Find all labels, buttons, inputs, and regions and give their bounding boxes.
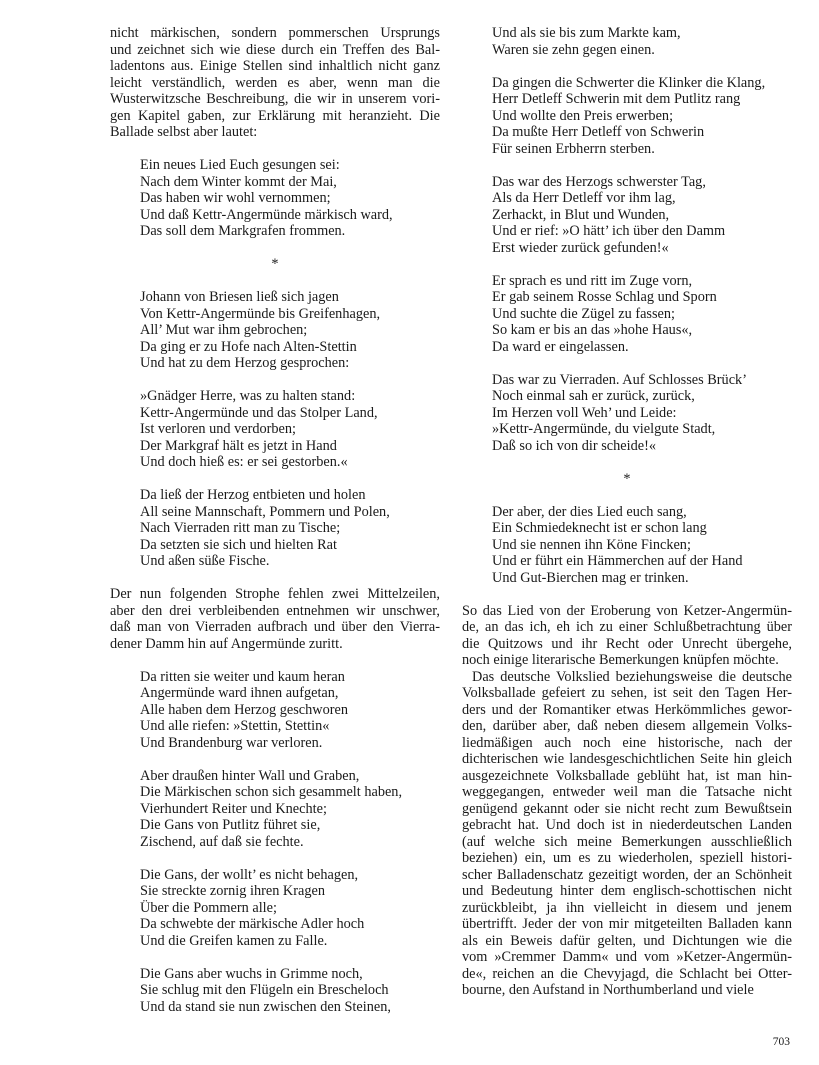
text-line: ders und der Romantiker etwas Herkömmliches gewor- [462,701,792,718]
intro-paragraph [110,25,440,141]
verse-line: Da ging er zu Hofe nach Alten-Stettin [140,338,357,355]
verse-line: Ein neues Lied Euch gesungen sei: [140,157,340,173]
section-star: * [271,256,279,272]
verse-line: Er sprach es und ritt im Zuge vorn, [492,272,693,289]
verse-line: Zischend, auf daß sie fechte. [140,833,304,850]
verse-line: Und da stand sie nun zwischen den Steinen, [140,998,391,1015]
text-line: dichterischen wie landesgeschichtlichen Seite hin gleich [462,751,792,767]
verse-line: Und hat zu dem Herzog gesprochen: [140,355,350,371]
ballad-stanza-7 [110,867,440,950]
verse-line: Herr Detleff Schwerin mit dem Putlitz rang [492,91,741,107]
conclusion-paragraph-2 [462,669,792,999]
text-line: aber den drei verbleibenden entnehmen wir unschwer, [110,602,440,619]
verse-line: Da ließ der Herzog entbieten und holen [140,487,366,503]
verse-line: Für seinen Erbherrn sterben. [492,140,655,157]
verse-line: Und er rief: »O hätt’ ich über den Damm [492,223,726,239]
ballad-stanza-10 [462,75,792,158]
verse-line: Und sie nennen ihn Köne Fincken; [492,536,691,553]
text-line: ausgezeichnete Volksballade geblüht hat, ist man hin- [462,767,792,784]
verse-line: Der aber, der dies Lied euch sang, [492,503,687,520]
ballad-stanza-1 [110,157,440,240]
verse-line: Da gingen die Schwerter die Klinker die Klang, [492,74,766,91]
verse-line: Über die Pommern alle; [140,899,277,916]
verse-line: Johann von Briesen ließ sich jagen [140,289,339,305]
text-line: übertrifft. Jeder der von mir mitgeteilten Balladen kann [462,916,792,932]
verse-line: Vierhundert Reiter und Knechte; [140,800,327,817]
text-line: gebracht hat. Und doch ist in niederdeutschen Landen [462,817,792,833]
verse-line: Und aßen süße Fische. [140,553,270,569]
verse-line: Der Markgraf hält es jetzt in Hand [140,437,337,454]
verse-line: Waren sie zehn gegen einen. [492,41,655,58]
verse-line: Da ward er eingelassen. [492,338,629,355]
text-line: leicht verständlich, werden es aber, wenn man die [110,74,440,91]
verse-line: Alle haben dem Herzog geschworen [140,701,349,718]
text-line: gen Kapitel gaben, zur Erklärung mit heranzieht. Die [110,107,440,124]
text-line: Wusterwitzsche Beschreibung, die wir in unserem vori- [110,91,440,107]
verse-line: Kettr-Angermünde und das Stolper Land, [140,404,378,421]
text-line: Volksballade gefeiert zu sehen, ist seit den Tagen Her- [462,685,792,701]
text-line: genügend gekannt oder sie nicht recht zum Bewußtsein [462,800,792,817]
verse-line: Und er führt ein Hämmerchen auf der Hand [492,553,743,569]
verse-line: Erst wieder zurück gefunden!« [492,239,669,256]
text-line: nicht märkischen, sondern pommerschen Ursprungs [110,25,440,41]
text-line: beziehen) ein, um es zu wiederholen, speziell histori- [462,850,792,866]
verse-line: Da schwebte der märkische Adler hoch [140,916,365,932]
verse-line: Aber draußen hinter Wall und Graben, [140,767,360,784]
ballad-stanza-12 [462,273,792,356]
text-line: und zeichnet sich wie diese durch ein Treffen des Bal- [110,41,440,58]
verse-line: Und Brandenburg war verloren. [140,734,323,751]
text-line: vom »Cremmer Damm« und vom »Ketzer-Angermün- [462,949,792,965]
verse-line: Die Gans, der wollt’ es nicht behagen, [140,866,359,883]
verse-line: Und doch hieß es: er sei gestorben.« [140,454,348,470]
text-line: weggegangen, entweder weil man die Tatsache nicht [462,784,792,800]
verse-line: Er gab seinem Rosse Schlag und Sporn [492,289,717,305]
text-line: die Quitzows und ihr Recht oder Unrecht übergehe, [462,635,792,652]
ballad-stanza-13 [462,372,792,455]
text-line: bourne, den Aufstand in Northumberland und viele [462,982,754,998]
verse-line: Da setzten sie sich und hielten Rat [140,536,337,553]
text-line: als ein Beweis dafür gelten, und Dichtungen wie die [462,932,792,949]
verse-line: Und Gut-Bierchen mag er trinken. [492,569,689,586]
verse-line: Zerhackt, in Blut und Wunden, [492,206,670,223]
text-line: Der nun folgenden Strophe fehlen zwei Mittelzeilen, [110,586,440,602]
verse-line: Und suchte die Zügel zu fassen; [492,305,676,322]
text-line: daß man von Vierraden aufbrach und über den Vierra- [110,619,440,635]
ballad-stanza-2 [110,289,440,372]
ballad-stanza-8 [110,966,440,1016]
verse-line: Und alle riefen: »Stettin, Stettin« [140,718,330,734]
text-line: So das Lied von der Eroberung von Ketzer-Angermün- [462,602,792,619]
verse-line: Die Gans von Putlitz führet sie, [140,817,321,833]
verse-line: Noch einmal sah er zurück, zurück, [492,388,695,404]
verse-line: Nach dem Winter kommt der Mai, [140,173,337,190]
verse-line: Und wollte den Preis erwerben; [492,107,674,124]
verse-line: Und daß Kettr-Angermünde märkisch ward, [140,206,393,223]
text-line: de«, reichen an die Chevyjagd, die Schlacht bei Otter- [462,965,792,982]
text-line: Ballade selbst aber lautet: [110,124,258,140]
text-line: Das deutsche Volkslied beziehungsweise die deutsche [472,668,792,685]
verse-line: »Kettr-Angermünde, du vielgute Stadt, [492,421,716,437]
verse-line: Da ritten sie weiter und kaum heran [140,668,345,685]
verse-line: »Gnädger Herre, was zu halten stand: [140,388,356,404]
ballad-stanza-9 [462,25,792,58]
verse-line: Daß so ich von dir scheide!« [492,437,656,454]
verse-line: So kam er bis an das »hohe Haus«, [492,322,693,338]
verse-line: Angermünde ward ihnen aufgetan, [140,685,339,701]
verse-line: Ist verloren und verdorben; [140,421,297,437]
text-line: liedmäßigen auch noch eine historische, nach der [462,734,792,751]
verse-line: Und als sie bis zum Markte kam, [492,25,681,41]
verse-line: Das haben wir wohl vernommen; [140,190,331,206]
verse-line: Als da Herr Detleff vor ihm lag, [492,190,676,206]
verse-line: Sie schlug mit den Flügeln ein Brescheloch [140,982,389,998]
ballad-stanza-14 [462,504,792,587]
ballad-stanza-3 [110,388,440,471]
verse-line: Da mußte Herr Detleff von Schwerin [492,124,705,140]
text-line: und Bedeutung hinter dem englisch-schottischen nicht [462,883,792,899]
verse-line: Die Gans aber wuchs in Grimme noch, [140,965,363,982]
text-line: ladentons aus. Einige Stellen sind inhaltlich nicht ganz [110,58,440,74]
page-number: 703 [772,1036,790,1048]
verse-line: Im Herzen voll Weh’ und Leide: [492,404,677,421]
ballad-stanza-11 [462,174,792,257]
ballad-stanza-4 [110,487,440,570]
text-line: de, an das ich, eh ich zu einer Schlußbetrachtung über [462,619,792,635]
text-line: zurückbleibt, ja ihn vielleicht in diesem und jenem [462,899,792,916]
ballad-stanza-5 [110,669,440,752]
verse-line: Das soll dem Markgrafen frommen. [140,223,346,239]
verse-line: Ein Schmiedeknecht ist er schon lang [492,520,707,536]
section-star: * [623,470,631,487]
text-line: (auf welche sich meine Bemerkungen ausschließlich [462,833,792,850]
verse-line: All’ Mut war ihm gebrochen; [140,322,308,338]
left-column [110,25,440,1032]
ballad-stanza-6 [110,768,440,851]
verse-line: Sie streckte zornig ihren Kragen [140,883,325,899]
verse-line: All seine Mannschaft, Pommern und Polen, [140,503,390,520]
verse-line: Und die Greifen kamen zu Falle. [140,932,328,949]
verse-line: Die Märkischen schon sich gesammelt haben, [140,784,403,800]
text-line: dener Damm hin auf Angermünde zuritt. [110,635,343,652]
right-column [462,25,792,999]
text-line: scher Balladenschatz gezeitigt worden, der an Schönheit [462,866,792,883]
text-line: den, darüber aber, daß neben diesem allgemein Volks- [462,718,792,734]
verse-line: Das war des Herzogs schwerster Tag, [492,173,706,190]
conclusion-paragraph-1 [462,603,792,669]
verse-line: Von Kettr-Angermünde bis Greifenhagen, [140,305,381,322]
verse-line: Das war zu Vierraden. Auf Schlosses Brück’ [492,371,747,388]
verse-line: Nach Vierraden ritt man zu Tische; [140,520,341,536]
mid-paragraph [110,586,440,652]
text-line: noch einige literarische Bemerkungen knüpfen möchte. [462,652,779,668]
